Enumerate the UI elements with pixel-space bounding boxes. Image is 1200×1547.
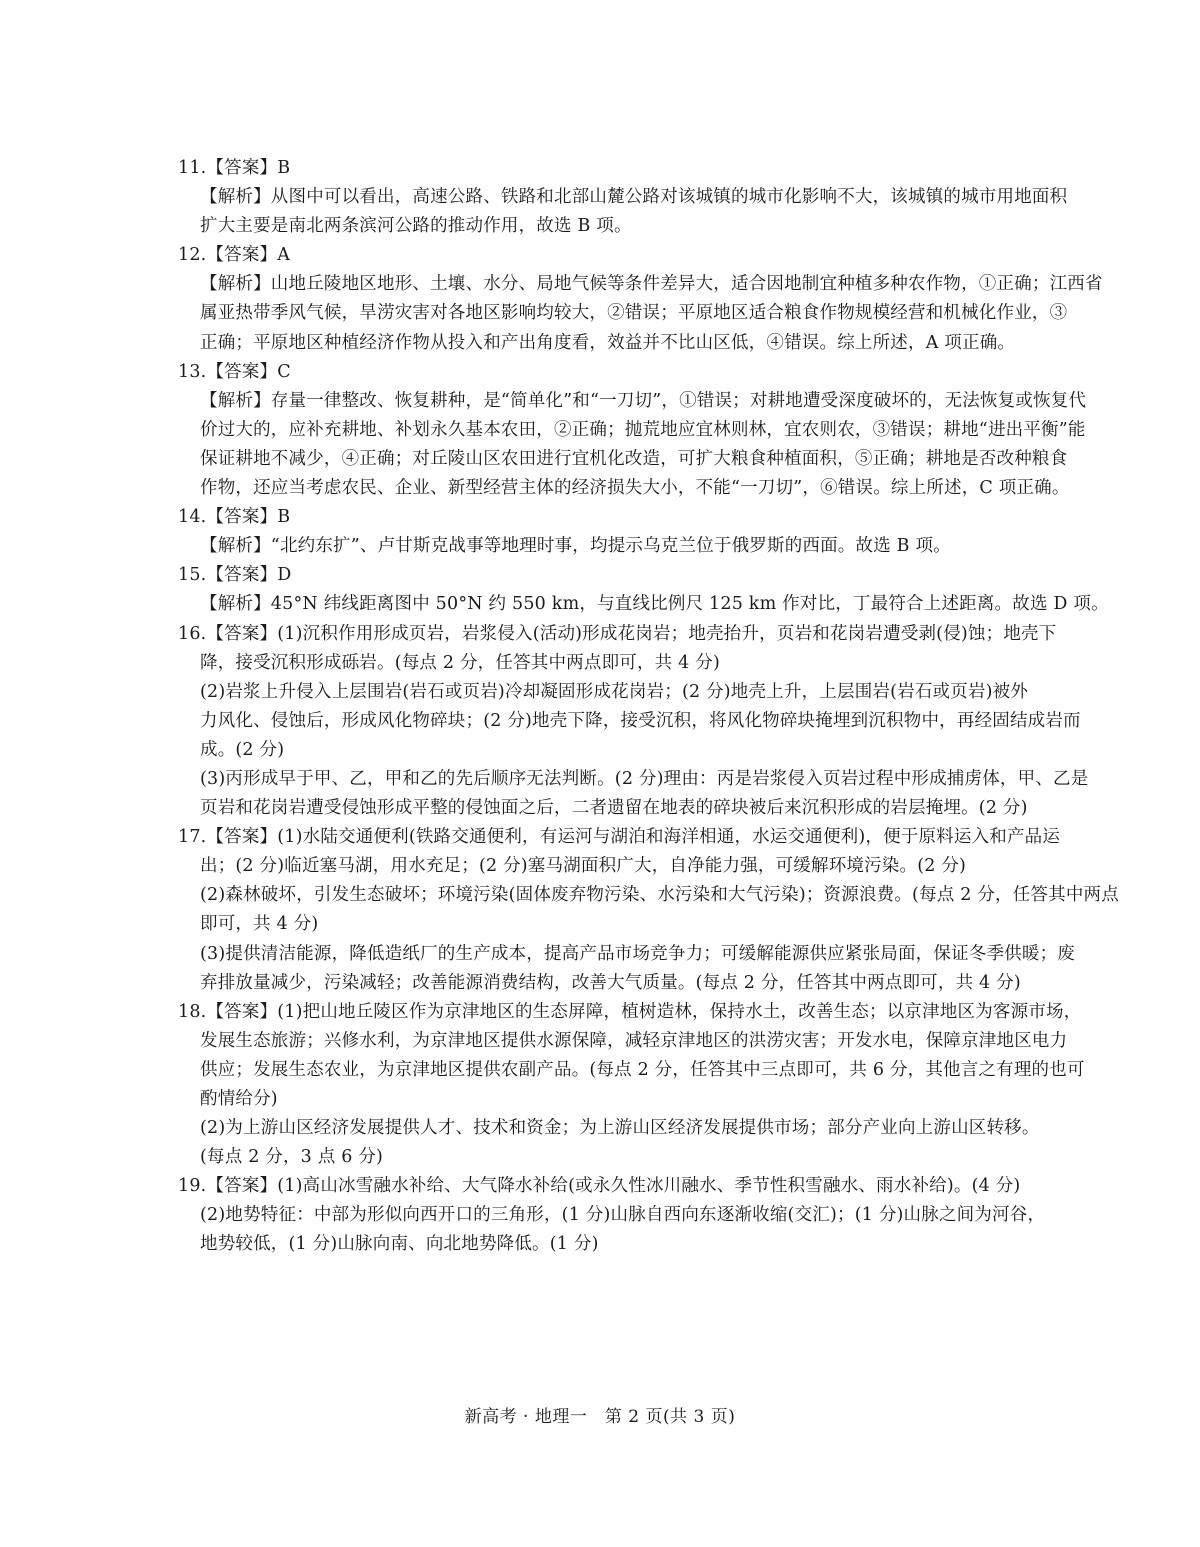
question-13 — [178, 358, 1087, 503]
answer-text-line: 地势较低，(1 分)山脉向南、向北地势降低。(1 分) — [200, 1234, 599, 1255]
answer-text-line: 弃排放量减少，污染减轻；改善能源消费结构，改善大气质量。(每点 2 分，任答其中两点即可，共 4 分) — [200, 972, 1021, 993]
analysis-line: 【解析】“北约东扩”、卢甘斯克战事等地理时事，均提示乌克兰位于俄罗斯的西面。故选 B 项。 — [200, 536, 951, 557]
answer-line: 18.【答案】(1)把山地丘陵区作为京津地区的生态屏障，植树造林，保持水土，改善生态；以京津地区为客源市场， — [178, 1001, 1082, 1022]
analysis-line: 价过大的，应补充耕地、补划永久基本农田，②正确；抛荒地应宜林则林，宜农则农，③错误；耕地“进出平衡”能 — [200, 419, 1086, 440]
answer-line: 17.【答案】(1)水陆交通便利(铁路交通便利，有运河与湖泊和海洋相通，水运交通便利)，便于原料运入和产品运 — [178, 827, 1061, 848]
answer-text-line: 即可，共 4 分) — [200, 914, 319, 935]
question-19 — [178, 1172, 1046, 1259]
answer-text-line: 页岩和花岗岩遭受侵蚀形成平整的侵蚀面之后，二者遗留在地表的碎块被后来沉积形成的岩层掩埋。(2 分) — [200, 798, 1028, 819]
answer-line: 19.【答案】(1)高山冰雪融水补给、大气降水补给(或永久性冰川融水、季节性积雪融水、雨水补给)。(4 分) — [178, 1176, 1021, 1197]
page-footer: 新高考 · 地理一 第 2 页(共 3 页) — [464, 1407, 736, 1427]
answer-line: 15.【答案】D — [178, 565, 292, 586]
analysis-line: 正确；平原地区种植经济作物从投入和产出角度看，效益并不比山区低，④错误。综上所述，A 项正确。 — [200, 332, 1016, 353]
question-12 — [178, 241, 1103, 357]
answer-text-line: 力风化、侵蚀后，形成风化物碎块；(2 分)地壳下降，接受沉积，将风化物碎块掩埋到沉积物中，再经固结成岩而 — [200, 710, 1081, 731]
answer-line: 14.【答案】B — [178, 507, 291, 528]
analysis-line: 属亚热带季风气候，旱涝灾害对各地区影响均较大，②错误；平原地区适合粮食作物规模经营和机械化作业，③ — [200, 303, 1068, 324]
analysis-line: 作物，还应当考虑农民、企业、新型经营主体的经济损失大小，不能“一刀切”，⑥错误。综上所述，C 项正确。 — [200, 478, 1070, 499]
question-11 — [178, 154, 1068, 241]
answer-text-line: 酌情给分) — [200, 1089, 278, 1109]
answer-line: 16.【答案】(1)沉积作用形成页岩，岩浆侵入(活动)形成花岗岩；地壳抬升，页岩和花岗岩遭受剥(侵)蚀；地壳下 — [178, 623, 1057, 644]
analysis-line: 【解析】存量一律整改、恢复耕种，是“简单化”和“一刀切”，①错误；对耕地遭受深度破坏的，无法恢复或恢复代 — [200, 390, 1087, 411]
answer-text-line: 发展生态旅游；兴修水利，为京津地区提供水源保障，减轻京津地区的洪涝灾害；开发水电，保障京津地区电力 — [200, 1030, 1068, 1051]
answer-text-line: (2)地势特征：中部为形似向西开口的三角形，(1 分)山脉自西向东逐渐收缩(交汇)；(1 分)山脉之间为河谷， — [200, 1205, 1046, 1226]
answer-text-line: 降，接受沉积形成砾岩。(每点 2 分，任答其中两点即可，共 4 分) — [200, 652, 720, 673]
answer-line: 11.【答案】B — [178, 158, 291, 178]
answer-text-line: (2)森林破坏，引发生态破坏；环境污染(固体废弃物污染、水污染和大气污染)；资源浪费。(每点 2 分，任答其中两点 — [200, 885, 1119, 906]
answer-text-line: 成。(2 分) — [200, 739, 285, 760]
answer-content — [178, 154, 1119, 1260]
question-14 — [178, 503, 1033, 561]
question-16 — [178, 620, 1089, 824]
answer-text-line: (3)丙形成早于甲、乙，甲和乙的先后顺序无法判断。(2 分)理由：丙是岩浆侵入页岩过程中形成捕虏体，甲、乙是 — [200, 768, 1089, 789]
answer-text-line: 出；(2 分)临近塞马湖，用水充足；(2 分)塞马湖面积广大，自净能力强，可缓解环境污染。(2 分) — [200, 856, 967, 877]
question-17 — [178, 823, 1119, 998]
answer-text-line: 供应；发展生态农业，为京津地区提供农副产品。(每点 2 分，任答其中三点即可，共 6 分，其他言之有理的也可 — [200, 1059, 1085, 1080]
answer-text-line: (每点 2 分，3 点 6 分) — [200, 1147, 384, 1168]
answer-text-line: (2)为上游山区经济发展提供人才、技术和资金；为上游山区经济发展提供市场；部分产业向上游山区转移。 — [200, 1118, 1040, 1139]
analysis-line: 【解析】山地丘陵地区地形、土壤、水分、局地气候等条件差异大，适合因地制宜种植多种农作物，①正确；江西省 — [200, 274, 1103, 295]
question-15 — [178, 561, 1109, 619]
analysis-line: 保证耕地不减少，④正确；对丘陵山区农田进行宜机化改造，可扩大粮食种植面积，⑤正确；耕地是否改种粮食 — [200, 448, 1068, 469]
answer-text-line: (2)岩浆上升侵入上层围岩(岩石或页岩)冷却凝固形成花岗岩；(2 分)地壳上升，上层围岩(岩石或页岩)被外 — [200, 681, 1029, 702]
analysis-line: 【解析】从图中可以看出，高速公路、铁路和北部山麓公路对该城镇的城市化影响不大，该城镇的城市用地面积 — [200, 187, 1068, 208]
question-18 — [178, 998, 1085, 1173]
answer-line: 13.【答案】C — [178, 361, 291, 382]
analysis-line: 【解析】45°N 纬线距离图中 50°N 约 550 km，与直线比例尺 125 km 作对比，丁最符合上述距离。故选 D 项。 — [200, 594, 1109, 615]
answer-line: 12.【答案】A — [178, 245, 291, 266]
analysis-line: 扩大主要是南北两条滨河公路的推动作用，故选 B 项。 — [200, 216, 632, 237]
answer-text-line: (3)提供清洁能源，降低造纸厂的生产成本，提高产品市场竞争力；可缓解能源供应紧张局面，保证冬季供暖；废 — [200, 943, 1075, 964]
